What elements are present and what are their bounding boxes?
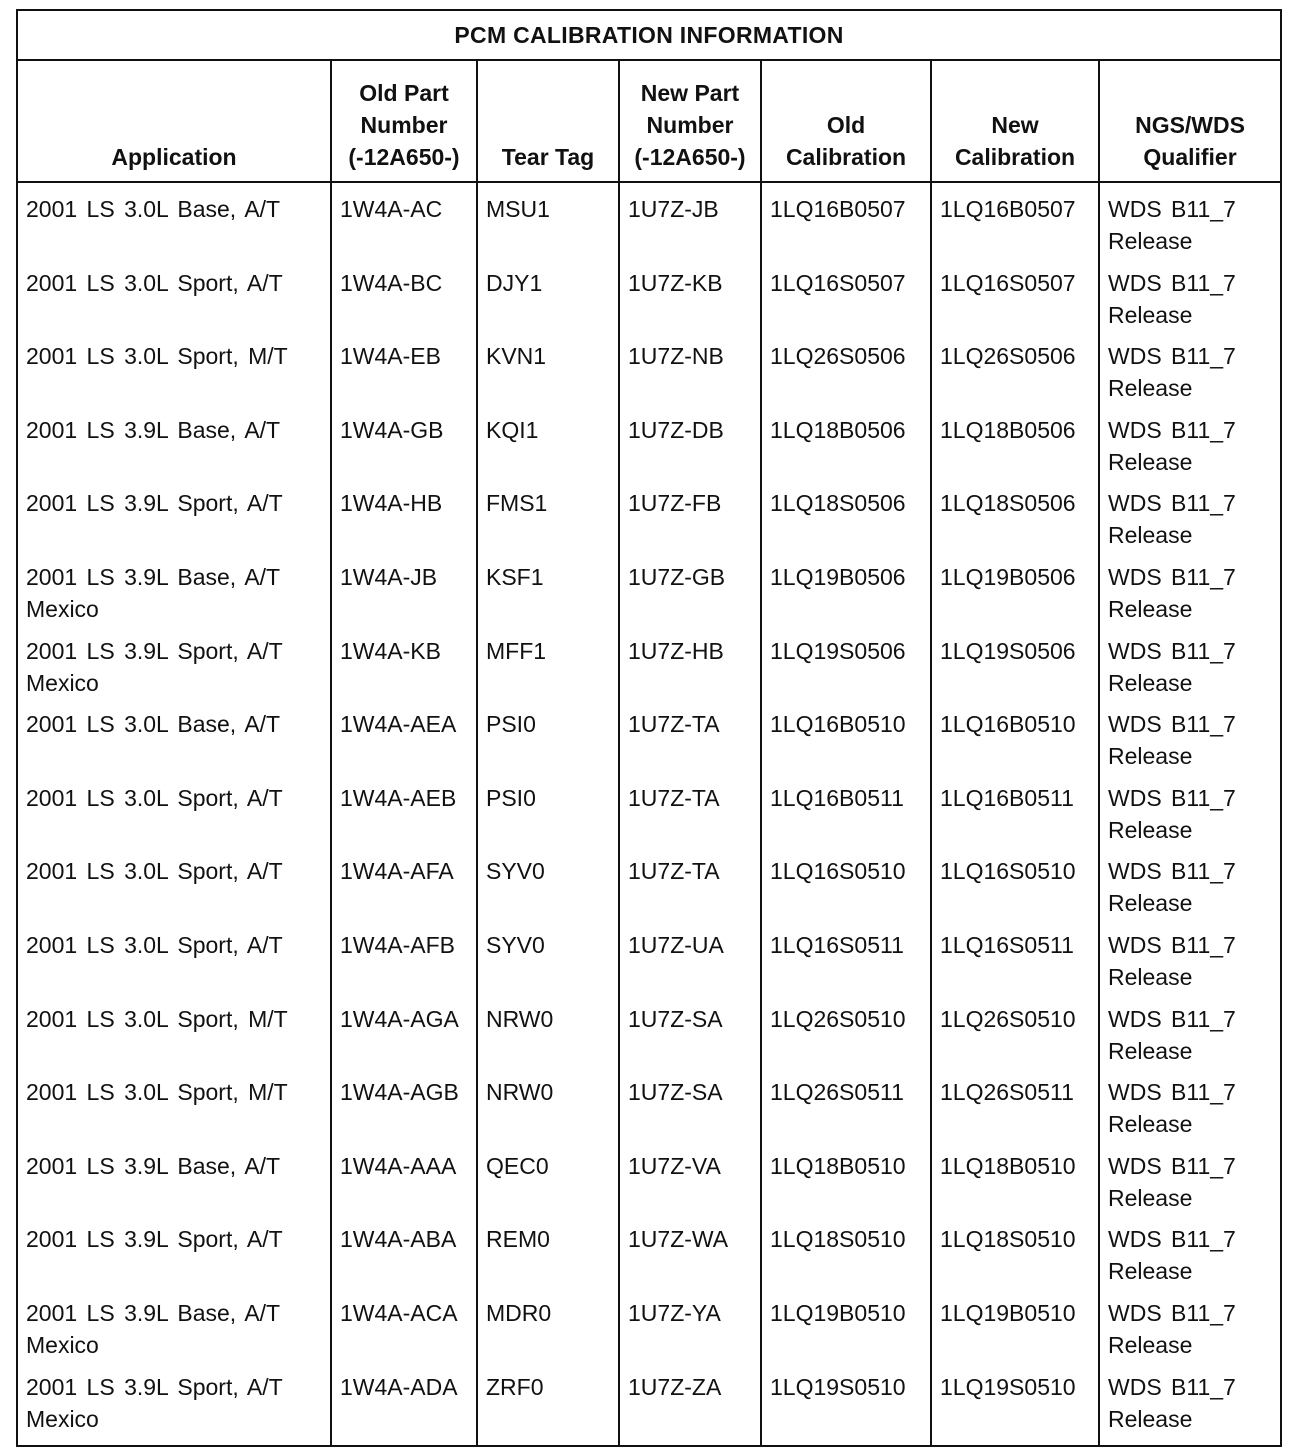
- tear-tag-cell: NRW0: [477, 995, 619, 1069]
- new-calibration-cell: 1LQ26S0511: [931, 1068, 1099, 1142]
- application-cell: 2001 LS 3.9L Base, A/T: [17, 1142, 331, 1216]
- application-cell: 2001 LS 3.9L Sport, A/T Mexico: [17, 627, 331, 701]
- old-calibration-cell: 1LQ16B0507: [761, 182, 931, 259]
- column-header-application: Application: [17, 60, 331, 182]
- new-calibration-cell: 1LQ16B0507: [931, 182, 1099, 259]
- old-part-number-cell: 1W4A-AEA: [331, 700, 477, 774]
- application-cell: 2001 LS 3.0L Sport, A/T: [17, 259, 331, 333]
- new-calibration-cell: 1LQ16B0511: [931, 774, 1099, 848]
- table-body: [17, 182, 1281, 1446]
- new-part-number-cell: 1U7Z-TA: [619, 774, 761, 848]
- application-cell: 2001 LS 3.0L Sport, M/T: [17, 1068, 331, 1142]
- new-calibration-cell: 1LQ16S0507: [931, 259, 1099, 333]
- new-part-number-cell: 1U7Z-ZA: [619, 1363, 761, 1446]
- new-part-number-cell: 1U7Z-GB: [619, 553, 761, 627]
- new-part-number-cell: 1U7Z-TA: [619, 700, 761, 774]
- table-row: [17, 1215, 1281, 1289]
- new-calibration-cell: 1LQ16S0511: [931, 921, 1099, 995]
- new-calibration-cell: 1LQ19S0506: [931, 627, 1099, 701]
- new-part-number-cell: 1U7Z-WA: [619, 1215, 761, 1289]
- old-calibration-cell: 1LQ16S0511: [761, 921, 931, 995]
- new-calibration-cell: 1LQ26S0506: [931, 332, 1099, 406]
- qualifier-cell: WDS B11_7 Release: [1099, 479, 1281, 553]
- new-part-number-cell: 1U7Z-TA: [619, 847, 761, 921]
- old-part-number-cell: 1W4A-AGB: [331, 1068, 477, 1142]
- qualifier-cell: WDS B11_7 Release: [1099, 847, 1281, 921]
- application-cell: 2001 LS 3.9L Sport, A/T: [17, 479, 331, 553]
- tear-tag-cell: ZRF0: [477, 1363, 619, 1446]
- column-header-new-calibration: New Calibration: [931, 60, 1099, 182]
- table-row: [17, 995, 1281, 1069]
- application-cell: 2001 LS 3.9L Base, A/T Mexico: [17, 553, 331, 627]
- application-cell: 2001 LS 3.9L Sport, A/T Mexico: [17, 1363, 331, 1446]
- tear-tag-cell: FMS1: [477, 479, 619, 553]
- old-calibration-cell: 1LQ19B0506: [761, 553, 931, 627]
- column-header-qualifier: NGS/WDS Qualifier: [1099, 60, 1281, 182]
- new-calibration-cell: 1LQ18B0510: [931, 1142, 1099, 1216]
- old-calibration-cell: 1LQ18S0506: [761, 479, 931, 553]
- qualifier-cell: WDS B11_7 Release: [1099, 1289, 1281, 1363]
- tear-tag-cell: PSI0: [477, 774, 619, 848]
- new-calibration-cell: 1LQ18S0506: [931, 479, 1099, 553]
- header-row: [17, 60, 1281, 182]
- old-part-number-cell: 1W4A-ADA: [331, 1363, 477, 1446]
- column-header-old-part-number: Old Part Number (-12A650-): [331, 60, 477, 182]
- qualifier-cell: WDS B11_7 Release: [1099, 774, 1281, 848]
- calibration-document: [16, 9, 1280, 1447]
- new-part-number-cell: 1U7Z-VA: [619, 1142, 761, 1216]
- new-calibration-cell: 1LQ18S0510: [931, 1215, 1099, 1289]
- old-part-number-cell: 1W4A-AAA: [331, 1142, 477, 1216]
- old-part-number-cell: 1W4A-ABA: [331, 1215, 477, 1289]
- qualifier-cell: WDS B11_7 Release: [1099, 1142, 1281, 1216]
- qualifier-cell: WDS B11_7 Release: [1099, 332, 1281, 406]
- tear-tag-cell: REM0: [477, 1215, 619, 1289]
- table-row: [17, 182, 1281, 259]
- qualifier-cell: WDS B11_7 Release: [1099, 627, 1281, 701]
- old-part-number-cell: 1W4A-KB: [331, 627, 477, 701]
- old-calibration-cell: 1LQ26S0506: [761, 332, 931, 406]
- new-part-number-cell: 1U7Z-JB: [619, 182, 761, 259]
- old-calibration-cell: 1LQ19S0506: [761, 627, 931, 701]
- new-calibration-cell: 1LQ26S0510: [931, 995, 1099, 1069]
- table-row: [17, 259, 1281, 333]
- new-part-number-cell: 1U7Z-HB: [619, 627, 761, 701]
- old-calibration-cell: 1LQ19B0510: [761, 1289, 931, 1363]
- tear-tag-cell: NRW0: [477, 1068, 619, 1142]
- old-part-number-cell: 1W4A-AEB: [331, 774, 477, 848]
- table-row: [17, 1363, 1281, 1446]
- tear-tag-cell: QEC0: [477, 1142, 619, 1216]
- old-part-number-cell: 1W4A-AFB: [331, 921, 477, 995]
- qualifier-cell: WDS B11_7 Release: [1099, 921, 1281, 995]
- tear-tag-cell: MSU1: [477, 182, 619, 259]
- new-calibration-cell: 1LQ16B0510: [931, 700, 1099, 774]
- tear-tag-cell: KSF1: [477, 553, 619, 627]
- application-cell: 2001 LS 3.0L Sport, A/T: [17, 774, 331, 848]
- table-row: [17, 627, 1281, 701]
- table-row: [17, 553, 1281, 627]
- qualifier-cell: WDS B11_7 Release: [1099, 995, 1281, 1069]
- new-part-number-cell: 1U7Z-SA: [619, 995, 761, 1069]
- table-row: [17, 1289, 1281, 1363]
- qualifier-cell: WDS B11_7 Release: [1099, 1068, 1281, 1142]
- new-part-number-cell: 1U7Z-KB: [619, 259, 761, 333]
- table-row: [17, 774, 1281, 848]
- old-part-number-cell: 1W4A-BC: [331, 259, 477, 333]
- application-cell: 2001 LS 3.9L Base, A/T Mexico: [17, 1289, 331, 1363]
- old-calibration-cell: 1LQ19S0510: [761, 1363, 931, 1446]
- tear-tag-cell: MDR0: [477, 1289, 619, 1363]
- new-calibration-cell: 1LQ18B0506: [931, 406, 1099, 480]
- table-row: [17, 847, 1281, 921]
- table-row: [17, 700, 1281, 774]
- new-calibration-cell: 1LQ16S0510: [931, 847, 1099, 921]
- table-row: [17, 332, 1281, 406]
- application-cell: 2001 LS 3.9L Sport, A/T: [17, 1215, 331, 1289]
- tear-tag-cell: MFF1: [477, 627, 619, 701]
- old-part-number-cell: 1W4A-JB: [331, 553, 477, 627]
- column-header-old-calibration: Old Calibration: [761, 60, 931, 182]
- new-part-number-cell: 1U7Z-YA: [619, 1289, 761, 1363]
- table-row: [17, 921, 1281, 995]
- table-row: [17, 1068, 1281, 1142]
- tear-tag-cell: SYV0: [477, 847, 619, 921]
- new-part-number-cell: 1U7Z-DB: [619, 406, 761, 480]
- old-part-number-cell: 1W4A-AGA: [331, 995, 477, 1069]
- application-cell: 2001 LS 3.0L Base, A/T: [17, 182, 331, 259]
- qualifier-cell: WDS B11_7 Release: [1099, 182, 1281, 259]
- old-calibration-cell: 1LQ18S0510: [761, 1215, 931, 1289]
- application-cell: 2001 LS 3.0L Sport, A/T: [17, 921, 331, 995]
- old-calibration-cell: 1LQ16B0510: [761, 700, 931, 774]
- qualifier-cell: WDS B11_7 Release: [1099, 259, 1281, 333]
- application-cell: 2001 LS 3.0L Sport, M/T: [17, 332, 331, 406]
- qualifier-cell: WDS B11_7 Release: [1099, 553, 1281, 627]
- tear-tag-cell: KQI1: [477, 406, 619, 480]
- new-part-number-cell: 1U7Z-SA: [619, 1068, 761, 1142]
- tear-tag-cell: KVN1: [477, 332, 619, 406]
- tear-tag-cell: DJY1: [477, 259, 619, 333]
- new-calibration-cell: 1LQ19B0510: [931, 1289, 1099, 1363]
- old-calibration-cell: 1LQ26S0510: [761, 995, 931, 1069]
- application-cell: 2001 LS 3.9L Base, A/T: [17, 406, 331, 480]
- table-row: [17, 1142, 1281, 1216]
- application-cell: 2001 LS 3.0L Sport, M/T: [17, 995, 331, 1069]
- new-part-number-cell: 1U7Z-UA: [619, 921, 761, 995]
- qualifier-cell: WDS B11_7 Release: [1099, 700, 1281, 774]
- old-part-number-cell: 1W4A-AFA: [331, 847, 477, 921]
- pcm-calibration-table: [16, 9, 1282, 1447]
- old-part-number-cell: 1W4A-AC: [331, 182, 477, 259]
- new-part-number-cell: 1U7Z-NB: [619, 332, 761, 406]
- new-calibration-cell: 1LQ19S0510: [931, 1363, 1099, 1446]
- qualifier-cell: WDS B11_7 Release: [1099, 406, 1281, 480]
- old-part-number-cell: 1W4A-GB: [331, 406, 477, 480]
- table-title: PCM CALIBRATION INFORMATION: [17, 10, 1281, 60]
- old-calibration-cell: 1LQ16B0511: [761, 774, 931, 848]
- old-part-number-cell: 1W4A-HB: [331, 479, 477, 553]
- old-part-number-cell: 1W4A-ACA: [331, 1289, 477, 1363]
- new-part-number-cell: 1U7Z-FB: [619, 479, 761, 553]
- qualifier-cell: WDS B11_7 Release: [1099, 1215, 1281, 1289]
- new-calibration-cell: 1LQ19B0506: [931, 553, 1099, 627]
- column-header-tear-tag: Tear Tag: [477, 60, 619, 182]
- old-part-number-cell: 1W4A-EB: [331, 332, 477, 406]
- old-calibration-cell: 1LQ18B0506: [761, 406, 931, 480]
- old-calibration-cell: 1LQ26S0511: [761, 1068, 931, 1142]
- table-row: [17, 406, 1281, 480]
- column-header-new-part-number: New Part Number (-12A650-): [619, 60, 761, 182]
- old-calibration-cell: 1LQ18B0510: [761, 1142, 931, 1216]
- qualifier-cell: WDS B11_7 Release: [1099, 1363, 1281, 1446]
- application-cell: 2001 LS 3.0L Base, A/T: [17, 700, 331, 774]
- application-cell: 2001 LS 3.0L Sport, A/T: [17, 847, 331, 921]
- table-row: [17, 479, 1281, 553]
- tear-tag-cell: PSI0: [477, 700, 619, 774]
- old-calibration-cell: 1LQ16S0507: [761, 259, 931, 333]
- tear-tag-cell: SYV0: [477, 921, 619, 995]
- old-calibration-cell: 1LQ16S0510: [761, 847, 931, 921]
